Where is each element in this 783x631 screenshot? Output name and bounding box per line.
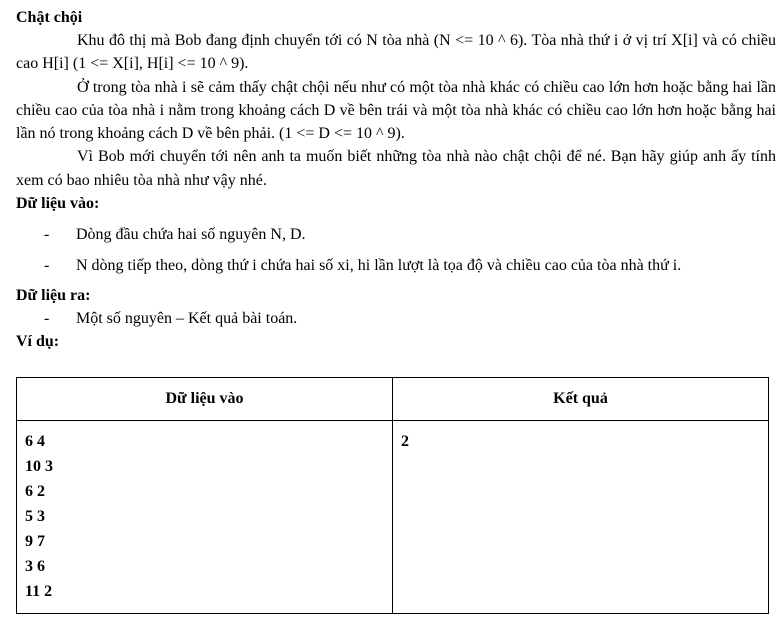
statement-paragraph-3: Vì Bob mới chuyển tới nên anh ta muốn biết những tòa nhà nào chật chội để né. Bạn hãy giúp anh ấy tính xem có bao nhiêu tòa nhà như vậy nhé.: [16, 148, 776, 189]
input-line: 9 7: [25, 533, 45, 550]
table-row: [17, 421, 769, 614]
list-item: [16, 307, 776, 330]
input-item-text: N dòng tiếp theo, dòng thứ i chứa hai số xi, hi lần lượt là tọa độ và chiều cao của tòa nhà thứ i.: [76, 257, 682, 275]
table-header-row: [17, 378, 769, 421]
output-bullet-list: [16, 307, 776, 330]
problem-title: Chật chội: [16, 9, 83, 26]
output-line: 2: [401, 433, 409, 450]
input-line: 10 3: [25, 458, 53, 475]
example-heading: Ví dụ:: [16, 333, 60, 351]
input-line: 5 3: [25, 508, 45, 525]
input-item-text: Dòng đầu chứa hai số nguyên N, D.: [76, 226, 306, 244]
dash-bullet-icon: -: [44, 257, 50, 275]
input-line: 11 2: [25, 583, 53, 600]
output-item-text: Một số nguyên – Kết quả bài toán.: [76, 310, 298, 328]
problem-document: [16, 6, 776, 353]
statement-paragraph-2: Ở trong tòa nhà i sẽ cảm thấy chật chội nếu như có một tòa nhà khác có chiều cao lớn hơn hoặc bằng hai lần chiều cao của tòa nhà i nằm trong khoảng cách D về bên trái và một tòa nhà khác có chiều cao lớn hơn hoặc bằng hai lần nó trong khoảng cách D về bên phải. (1 <= D <= 10 ^ 9).: [16, 78, 776, 143]
statement-paragraph-1: Khu đô thị mà Bob đang định chuyển tới có N tòa nhà (N <= 10 ^ 6). Tòa nhà thứ i ở vị trí X[i] và có chiều cao H[i] (1 <= X[i], H[i] <= 10 ^ 9).: [16, 32, 776, 73]
column-header-output: Kết quả: [393, 378, 769, 421]
input-heading: Dữ liệu vào:: [16, 195, 100, 213]
input-line: 6 2: [25, 483, 45, 500]
input-line: 3 6: [25, 558, 45, 575]
example-input-cell: [17, 421, 393, 614]
input-bullet-list: [16, 223, 776, 277]
list-item: [16, 223, 776, 246]
input-line: 6 4: [25, 433, 45, 450]
dash-bullet-icon: -: [44, 226, 50, 244]
column-header-input: Dữ liệu vào: [17, 378, 393, 421]
output-heading: Dữ liệu ra:: [16, 287, 91, 305]
dash-bullet-icon: -: [44, 310, 50, 328]
example-output-cell: [393, 421, 769, 614]
example-table: [16, 377, 769, 614]
list-item: [16, 254, 776, 277]
